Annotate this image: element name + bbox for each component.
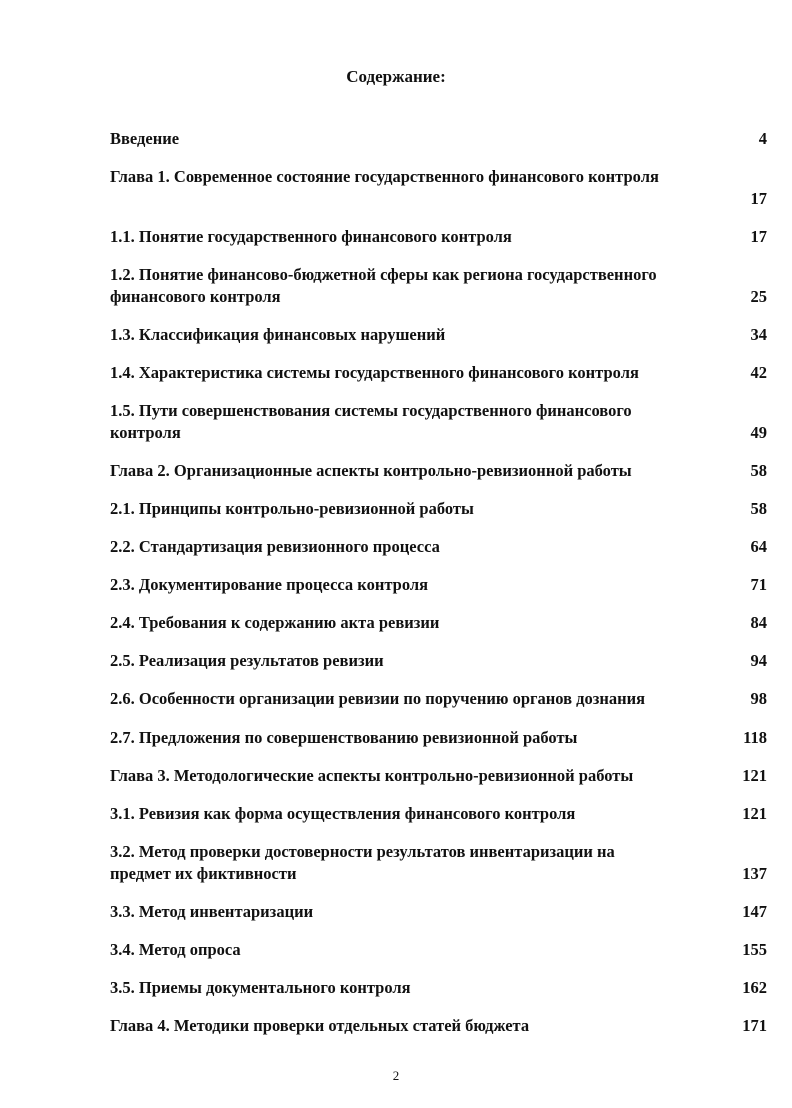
toc-entry-page: 25 xyxy=(750,287,767,306)
toc-entry-page: 64 xyxy=(750,537,767,556)
toc-entry-text-continued: предмет их фиктивности xyxy=(110,864,297,883)
toc-entry-text: 1.1. Понятие государственного финансового контроля xyxy=(110,227,512,246)
toc-entry-page: 71 xyxy=(750,575,767,594)
toc-entry-page: 137 xyxy=(742,864,767,883)
toc-entry xyxy=(110,688,767,710)
toc-entry-page: 42 xyxy=(750,363,767,382)
toc-entry-page: 17 xyxy=(750,227,767,246)
toc-entry-text-continued: контроля xyxy=(110,423,181,442)
toc-entry-page: 84 xyxy=(750,613,767,632)
toc-entry-text: 2.3. Документирование процесса контроля xyxy=(110,575,429,594)
page-title: Содержание: xyxy=(346,67,446,86)
toc-entry xyxy=(110,574,767,596)
toc-entry-page: 94 xyxy=(750,651,767,670)
toc-entry-text: 3.5. Приемы документального контроля xyxy=(110,978,411,997)
toc-entry-text: 3.4. Метод опроса xyxy=(110,940,241,959)
toc-entry-text: 2.5. Реализация результатов ревизии xyxy=(110,651,384,670)
toc-entry-text: 2.6. Особенности организации ревизии по поручению органов дознания xyxy=(110,689,646,708)
toc-entry-text: Глава 1. Современное состояние государственного финансового контроля xyxy=(110,167,659,186)
toc-entry xyxy=(110,803,767,825)
toc-entry xyxy=(110,1015,767,1037)
toc-entry xyxy=(110,841,767,885)
toc-entry-page: 4 xyxy=(758,129,767,148)
toc-entry-text: Глава 2. Организационные аспекты контрольно-ревизионной работы xyxy=(110,461,632,480)
toc-entry-text: 3.3. Метод инвентаризации xyxy=(110,902,314,921)
toc-entry-text: Глава 3. Методологические аспекты контрольно-ревизионной работы xyxy=(110,766,634,785)
toc-entry-page: 162 xyxy=(742,978,767,997)
toc-entry-text: Глава 4. Методики проверки отдельных статей бюджета xyxy=(110,1016,530,1035)
toc-entry-page: 155 xyxy=(742,940,767,959)
toc-entry-text: 2.2. Стандартизация ревизионного процесса xyxy=(110,537,440,556)
toc-entry xyxy=(110,400,767,444)
page-number: 2 xyxy=(392,1068,400,1083)
toc-entry xyxy=(110,612,767,634)
toc-entry xyxy=(110,362,767,384)
toc-entry xyxy=(110,166,767,210)
toc-entry-text: 2.4. Требования к содержанию акта ревизии xyxy=(110,613,440,632)
toc-entry-page: 147 xyxy=(742,902,767,921)
toc-entry-text: 1.5. Пути совершенствования системы государственного финансового xyxy=(110,401,632,420)
toc-entry xyxy=(110,324,767,346)
toc-entry-page: 121 xyxy=(742,766,767,785)
toc-entry xyxy=(110,977,767,999)
toc-entry xyxy=(110,226,767,248)
toc-entry xyxy=(110,498,767,520)
toc-entry-text: Введение xyxy=(110,129,180,148)
toc-entry xyxy=(110,128,767,150)
toc-entry-text: 3.1. Ревизия как форма осуществления финансового контроля xyxy=(110,804,576,823)
toc-entry-page: 58 xyxy=(750,499,767,518)
toc-entry-text: 1.3. Классификация финансовых нарушений xyxy=(110,325,446,344)
toc-entry-page: 171 xyxy=(742,1016,767,1035)
toc-entry xyxy=(110,650,767,672)
toc-entry xyxy=(110,536,767,558)
toc-entry-text: 2.1. Принципы контрольно-ревизионной работы xyxy=(110,499,474,518)
toc-entry xyxy=(110,264,767,308)
toc-entry-page: 49 xyxy=(750,423,767,442)
toc-entry-page: 121 xyxy=(742,804,767,823)
toc-entry xyxy=(110,727,767,749)
toc-entry-text: 2.7. Предложения по совершенствованию ревизионной работы xyxy=(110,728,578,747)
toc-entry-page: 98 xyxy=(750,689,767,708)
toc-entry-page: 17 xyxy=(750,189,767,208)
toc-entry xyxy=(110,939,767,961)
toc-entry xyxy=(110,901,767,923)
toc-entry-page: 34 xyxy=(750,325,767,344)
toc-entry-text: 3.2. Метод проверки достоверности результатов инвентаризации на xyxy=(110,842,615,861)
toc-entry-text: 1.4. Характеристика системы государственного финансового контроля xyxy=(110,363,639,382)
toc-entry-text: 1.2. Понятие финансово-бюджетной сферы как региона государственного xyxy=(110,265,657,284)
toc-entry xyxy=(110,460,767,482)
toc-entry xyxy=(110,765,767,787)
toc-entry-text-continued: финансового контроля xyxy=(110,287,281,306)
toc-entry-page: 118 xyxy=(743,728,767,747)
toc-entry-page: 58 xyxy=(750,461,767,480)
